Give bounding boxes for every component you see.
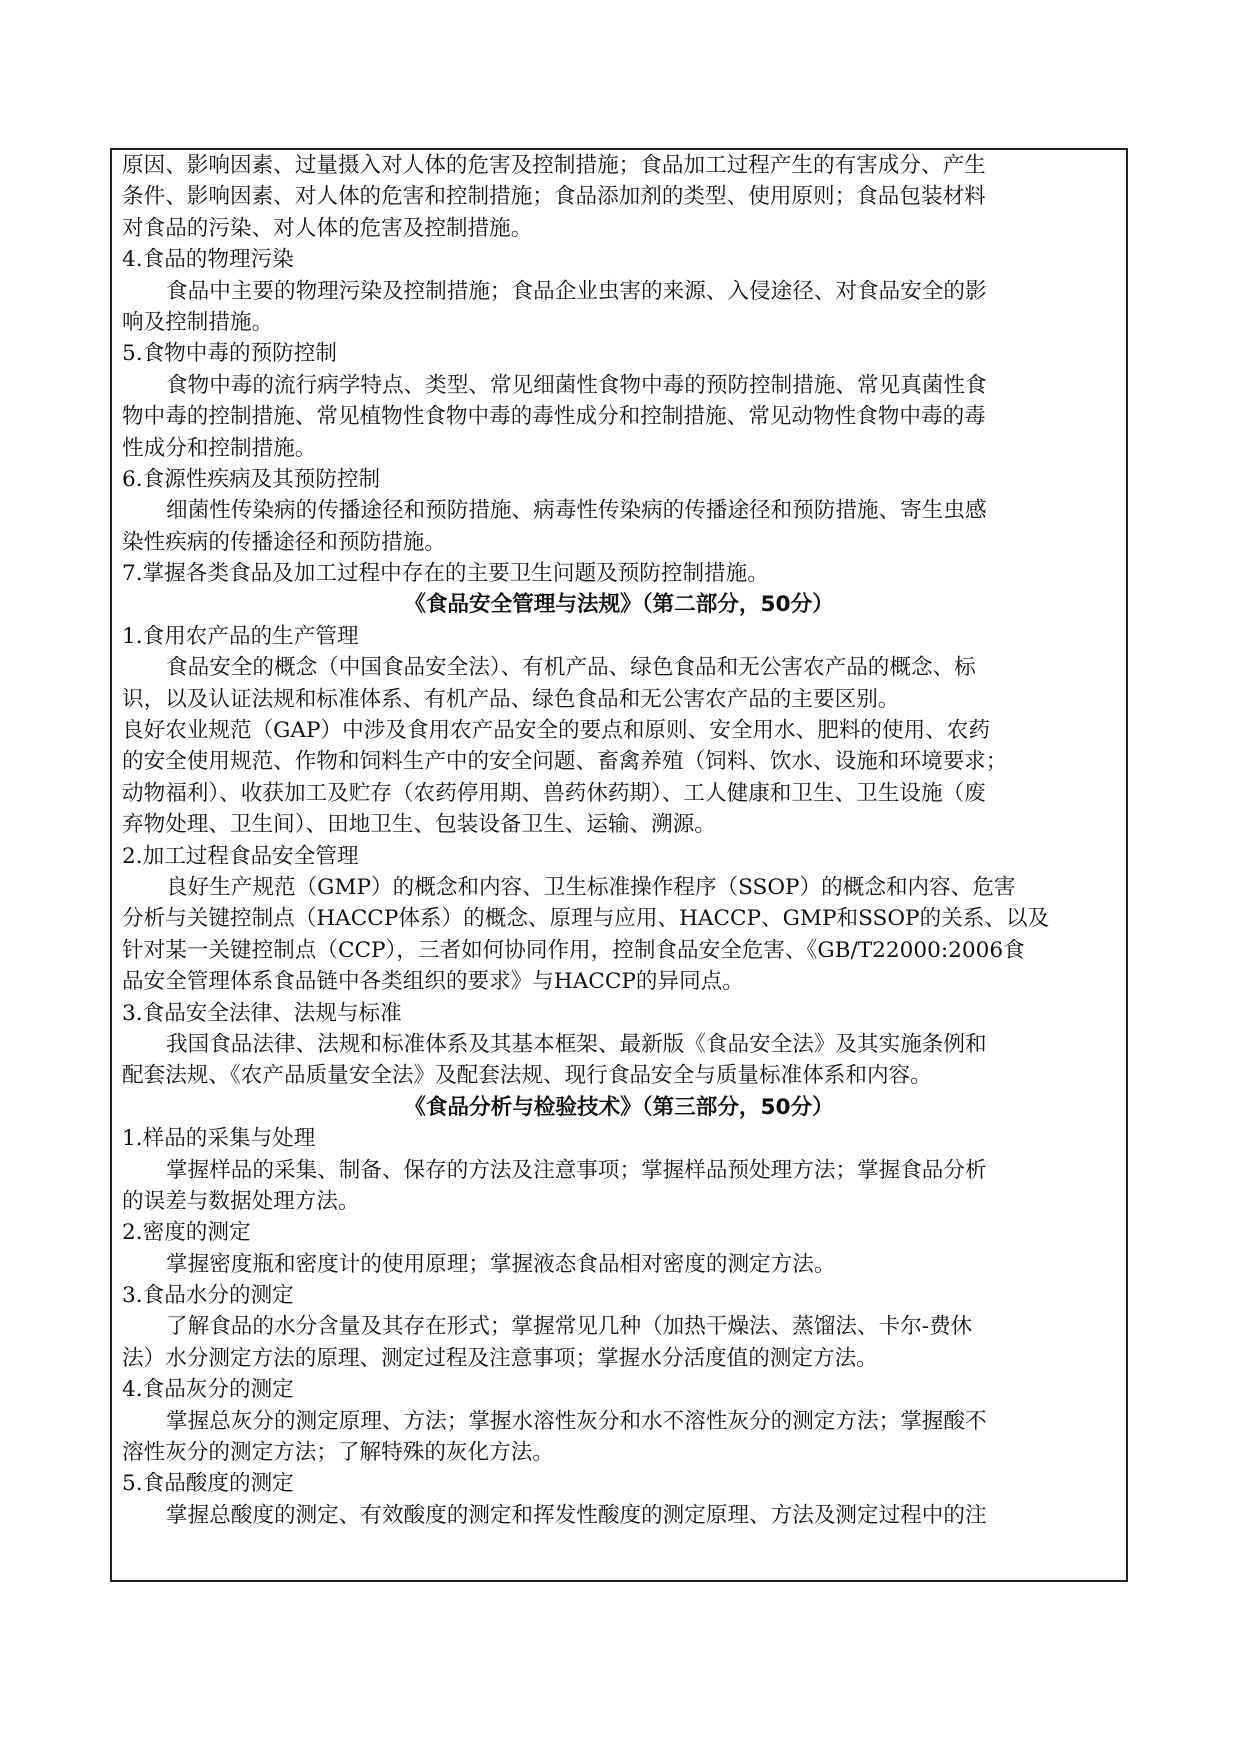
text-line: 4.食品的物理污染 (122, 247, 294, 273)
text-line: 良好生产规范（GMP）的概念和内容、卫生标准操作程序（SSOP）的概念和内容、危害 (166, 874, 1016, 900)
text-line: 食品安全的概念（中国食品安全法）、有机产品、绿色食品和无公害农产品的概念、标 (166, 655, 976, 681)
text-line: 掌握样品的采集、制备、保存的方法及注意事项；掌握样品预处理方法；掌握食品分析 (166, 1157, 987, 1183)
text-line: 性成分和控制措施。 (122, 435, 317, 461)
text-line: 针对某一关键控制点（CCP），三者如何协同作用，控制食品安全危害、《GB/T22000:2006食 (122, 937, 1025, 963)
text-line: 对食品的污染、对人体的危害及控制措施。 (122, 215, 533, 241)
text-line: 原因、影响因素、过量摄入对人体的危害及控制措施；食品加工过程产生的有害成分、产生 (122, 153, 986, 178)
text-line: 掌握总灰分的测定原理、方法；掌握水溶性灰分和水不溶性灰分的测定方法；掌握酸不 (166, 1408, 987, 1434)
text-line: 掌握密度瓶和密度计的使用原理；掌握液态食品相对密度的测定方法。 (166, 1251, 836, 1277)
text-line: 2.密度的测定 (122, 1220, 251, 1246)
text-line: 配套法规、《农产品质量安全法》及配套法规、现行食品安全与质量标准体系和内容。 (122, 1063, 932, 1089)
text-line: 3.食品水分的测定 (122, 1283, 294, 1309)
text-line: 识，以及认证法规和标准体系、有机产品、绿色食品和无公害农产品的主要区别。 (122, 686, 900, 712)
text-line: 染性疾病的传播途径和预防措施。 (122, 529, 446, 555)
text-line: 弃物处理、卫生间）、田地卫生、包装设备卫生、运输、溯源。 (122, 812, 716, 838)
text-line: 物中毒的控制措施、常见植物性食物中毒的毒性成分和控制措施、常见动物性食物中毒的毒 (122, 404, 986, 430)
text-line: 了解食品的水分含量及其存在形式；掌握常见几种（加热干燥法、蒸馏法、卡尔-费休 (166, 1314, 973, 1340)
section-heading: 《食品安全管理与法规》（第二部分，50分） (404, 592, 834, 618)
document-frame (110, 148, 1128, 1582)
text-line: 良好农业规范（GAP）中涉及食用农产品安全的要点和原则、安全用水、肥料的使用、农药 (122, 718, 990, 744)
text-line: 的安全使用规范、作物和饲料生产中的安全问题、畜禽养殖（饲料、饮水、设施和环境要求； (122, 749, 1008, 775)
document-body (122, 150, 1116, 1531)
section-heading: 《食品分析与检验技术》（第三部分，50分） (404, 1094, 834, 1120)
text-line: 4.食品灰分的测定 (122, 1377, 294, 1403)
text-line: 细菌性传染病的传播途径和预防措施、病毒性传染病的传播途径和预防措施、寄生虫感 (166, 498, 987, 524)
text-line: 的误差与数据处理方法。 (122, 1188, 360, 1214)
text-line: 2.加工过程食品安全管理 (122, 843, 359, 869)
text-line: 法）水分测定方法的原理、测定过程及注意事项；掌握水分活度值的测定方法。 (122, 1345, 878, 1371)
text-line: 1.食用农产品的生产管理 (122, 623, 359, 649)
text-line: 食物中毒的流行病学特点、类型、常见细菌性食物中毒的预防控制措施、常见真菌性食 (166, 372, 987, 398)
text-line: 5.食物中毒的预防控制 (122, 341, 337, 367)
text-line: 3.食品安全法律、法规与标准 (122, 1000, 402, 1026)
text-line: 动物福利）、收获加工及贮存（农药停用期、兽药休药期）、工人健康和卫生、卫生设施（废 (122, 780, 986, 806)
text-line: 5.食品酸度的测定 (122, 1471, 294, 1497)
text-line: 掌握总酸度的测定、有效酸度的测定和挥发性酸度的测定原理、方法及测定过程中的注 (166, 1502, 987, 1528)
text-line: 食品中主要的物理污染及控制措施；食品企业虫害的来源、入侵途径、对食品安全的影 (166, 278, 987, 304)
text-line: 条件、影响因素、对人体的危害和控制措施；食品添加剂的类型、使用原则；食品包装材料 (122, 184, 986, 210)
text-line: 响及控制措施。 (122, 309, 274, 335)
text-line: 1.样品的采集与处理 (122, 1126, 316, 1152)
text-line: 我国食品法律、法规和标准体系及其基本框架、最新版《食品安全法》及其实施条例和 (166, 1031, 987, 1057)
text-line: 品安全管理体系食品链中各类组织的要求》与HACCP的异同点。 (122, 969, 744, 995)
text-line: 溶性灰分的测定方法；了解特殊的灰化方法。 (122, 1440, 554, 1466)
text-line: 7.掌握各类食品及加工过程中存在的主要卫生问题及预防控制措施。 (122, 561, 769, 587)
text-line: 分析与关键控制点（HACCP体系）的概念、原理与应用、HACCP、GMP和SSOP的关系、以及 (122, 906, 1050, 932)
text-line: 6.食源性疾病及其预防控制 (122, 466, 381, 492)
